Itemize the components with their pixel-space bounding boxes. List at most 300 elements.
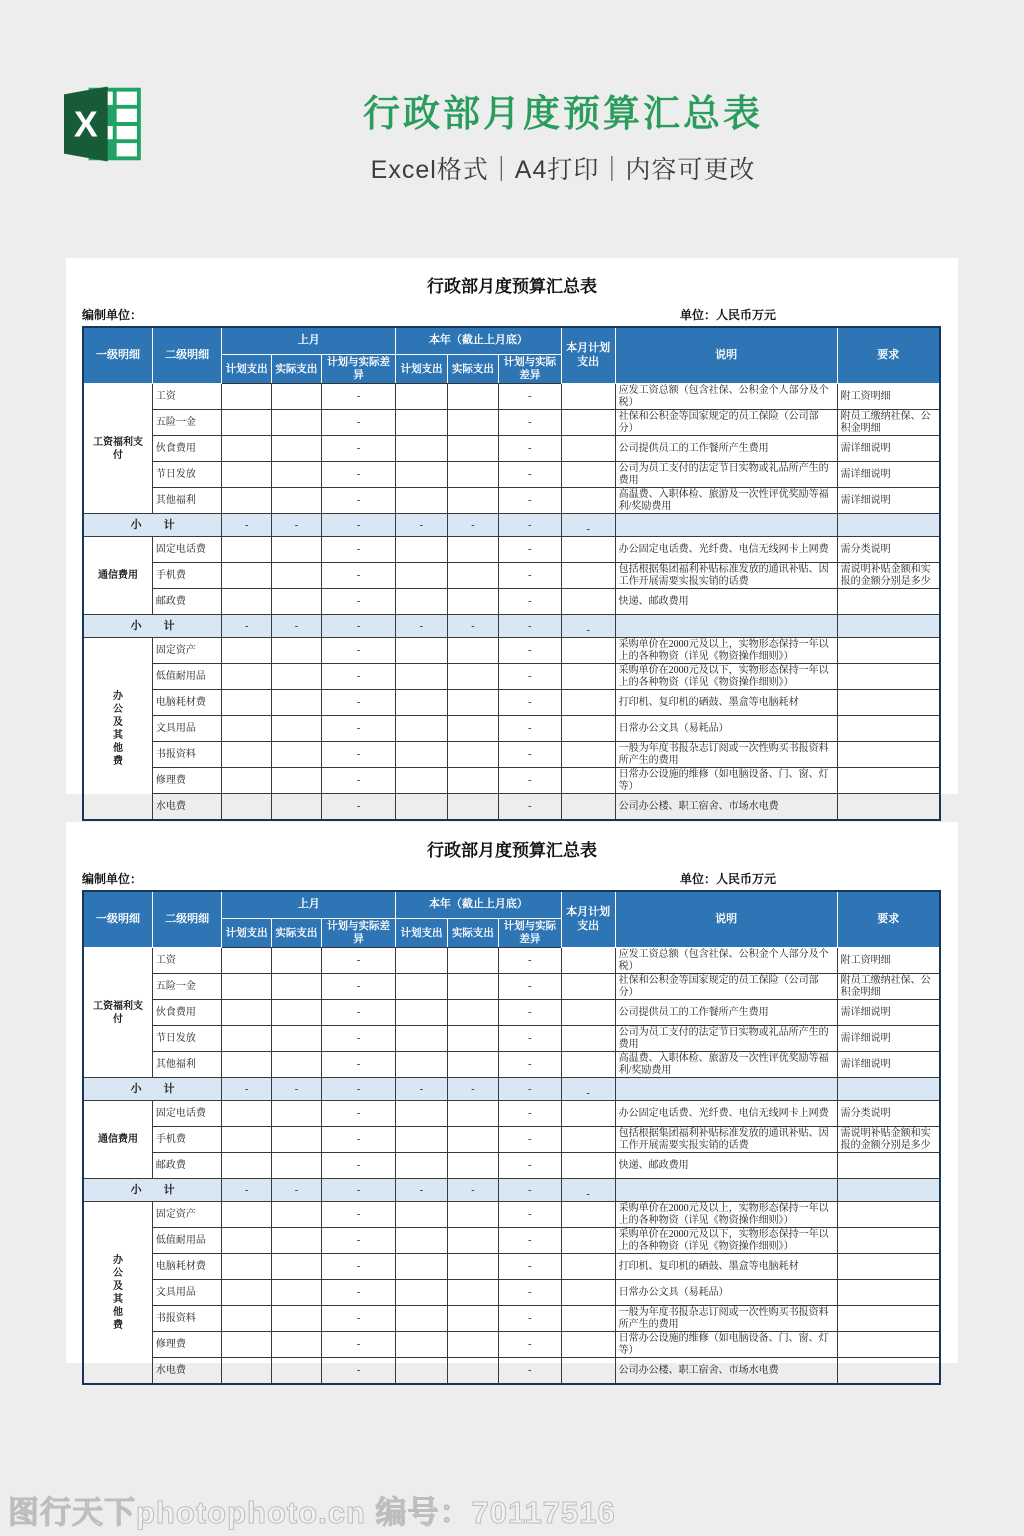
subtotal-value-cell: - (396, 1179, 447, 1202)
month-plan-cell (561, 1228, 615, 1254)
variance-cell: - (321, 1153, 396, 1179)
month-plan-cell (561, 436, 615, 462)
month-plan-cell (561, 1358, 615, 1385)
actual-cell (272, 794, 322, 821)
header-actual: 实际支出 (447, 355, 498, 384)
item-cell: 文具用品 (152, 1280, 221, 1306)
header-planned: 计划支出 (396, 919, 447, 948)
actual-cell (447, 488, 498, 514)
month-plan-cell (561, 768, 615, 794)
variance-cell: - (499, 1052, 562, 1078)
month-plan-cell (561, 948, 615, 974)
subtotal-value-cell: - (396, 615, 447, 638)
planned-cell (222, 1280, 272, 1306)
variance-cell: - (499, 436, 562, 462)
actual-cell (272, 1101, 322, 1127)
subtotal-value-cell: - (499, 514, 562, 537)
variance-cell: - (321, 974, 396, 1000)
planned-cell (222, 1101, 272, 1127)
planned-cell (222, 537, 272, 563)
planned-cell (396, 1228, 447, 1254)
actual-cell (272, 410, 322, 436)
month-plan-cell (561, 1052, 615, 1078)
variance-cell: - (499, 794, 562, 821)
subtotal-label-cell: 小 计 (83, 615, 222, 638)
variance-cell: - (499, 974, 562, 1000)
req-cell (837, 615, 940, 638)
month-plan-cell (561, 1280, 615, 1306)
note-cell: 日常办公文具（易耗品） (615, 716, 837, 742)
group-label: 通信费用 (97, 570, 138, 582)
actual-cell (272, 1306, 322, 1332)
variance-cell: - (321, 384, 396, 410)
month-plan-cell (561, 690, 615, 716)
variance-cell: - (321, 1101, 396, 1127)
variance-cell: - (321, 488, 396, 514)
item-cell: 水电费 (152, 1358, 221, 1385)
planned-cell (396, 410, 447, 436)
note-cell: 公司提供员工的工作餐所产生费用 (615, 436, 837, 462)
month-plan-cell (561, 384, 615, 410)
req-cell: 需详细说明 (837, 488, 940, 514)
header-variance: 计划与实际差异 (499, 355, 562, 384)
actual-cell (447, 1000, 498, 1026)
planned-cell (396, 1127, 447, 1153)
table-row (83, 488, 940, 514)
planned-cell (222, 1306, 272, 1332)
table-row (83, 537, 940, 563)
item-cell: 电脑耗材费 (152, 1254, 221, 1280)
variance-cell: - (499, 1254, 562, 1280)
req-cell (837, 1280, 940, 1306)
actual-cell (447, 948, 498, 974)
actual-cell (447, 1202, 498, 1228)
item-cell: 电脑耗材费 (152, 690, 221, 716)
month-plan-cell (561, 1332, 615, 1358)
month-plan-cell (561, 664, 615, 690)
variance-cell: - (321, 1000, 396, 1026)
planned-cell (396, 1153, 447, 1179)
planned-cell (222, 690, 272, 716)
table-card-1 (66, 258, 958, 813)
month-plan-cell (561, 794, 615, 821)
variance-cell: - (499, 410, 562, 436)
month-plan-cell (561, 1000, 615, 1026)
table-row (83, 768, 940, 794)
variance-cell: - (321, 589, 396, 615)
table-row (83, 1306, 940, 1332)
planned-cell (222, 1202, 272, 1228)
item-cell: 工资 (152, 948, 221, 974)
item-cell: 书报资料 (152, 742, 221, 768)
subtotal-value-cell: - (447, 514, 498, 537)
item-cell: 邮政费 (152, 1153, 221, 1179)
planned-cell (396, 742, 447, 768)
table-row (83, 1254, 940, 1280)
actual-cell (447, 537, 498, 563)
req-cell (837, 1254, 940, 1280)
subtotal-value-cell: - (396, 514, 447, 537)
planned-cell (222, 1026, 272, 1052)
planned-cell (396, 1026, 447, 1052)
item-cell: 其他福利 (152, 1052, 221, 1078)
variance-cell: - (321, 410, 396, 436)
page-title: 行政部月度预算汇总表 (363, 93, 763, 134)
table-row (83, 1052, 940, 1078)
note-cell: 高温费、入职体检、旅游及一次性评优奖励等福利/奖励费用 (615, 1052, 837, 1078)
actual-cell (272, 1153, 322, 1179)
month-plan-cell (561, 742, 615, 768)
month-plan-cell (561, 488, 615, 514)
actual-cell (447, 638, 498, 664)
meta-currency-label: 单位：人民币万元 (679, 308, 776, 322)
note-cell: 包括根据集团福利补贴标准发放的通讯补贴、因工作开展需要实报实销的话费 (615, 1127, 837, 1153)
req-cell: 附工资明细 (837, 948, 940, 974)
actual-cell (447, 794, 498, 821)
item-cell: 五险一金 (152, 410, 221, 436)
req-cell (837, 690, 940, 716)
req-cell (837, 638, 940, 664)
req-cell: 需详细说明 (837, 1026, 940, 1052)
variance-cell: - (499, 716, 562, 742)
actual-cell (272, 488, 322, 514)
variance-cell: - (499, 563, 562, 589)
req-cell (837, 1228, 940, 1254)
variance-cell: - (499, 742, 562, 768)
site-watermark: 图行天下photophoto.cn 编号：70117516 (8, 1495, 616, 1530)
note-cell (615, 1078, 837, 1101)
req-cell: 附员工缴纳社保、公积金明细 (837, 974, 940, 1000)
note-cell: 应发工资总额（包含社保、公积金个人部分及个税） (615, 948, 837, 974)
planned-cell (222, 794, 272, 821)
note-cell: 日常办公文具（易耗品） (615, 1280, 837, 1306)
actual-cell (447, 768, 498, 794)
actual-cell (272, 436, 322, 462)
note-cell: 应发工资总额（包含社保、公积金个人部分及个税） (615, 384, 837, 410)
subtotal-value-cell: - (561, 1179, 615, 1202)
page-header (0, 0, 1024, 230)
header-actual: 实际支出 (272, 355, 322, 384)
subtotal-value-cell: - (272, 615, 322, 638)
actual-cell (447, 716, 498, 742)
planned-cell (222, 948, 272, 974)
item-cell: 工资 (152, 384, 221, 410)
planned-cell (396, 462, 447, 488)
header-group-ytd: 本年（截止上月底） (396, 891, 561, 919)
note-cell (615, 514, 837, 537)
page-subtitle: Excel格式｜A4打印｜内容可更改 (370, 156, 756, 185)
header-group-ytd: 本年（截止上月底） (396, 327, 561, 355)
note-cell: 采购单价在2000元及以下，实物形态保持一年以上的各种物资（详见《物资操作细则》） (615, 1228, 837, 1254)
req-cell: 附工资明细 (837, 384, 940, 410)
planned-cell (396, 1306, 447, 1332)
req-cell (837, 1179, 940, 1202)
table-title: 行政部月度预算汇总表 (427, 841, 597, 860)
subtotal-value-cell: - (447, 615, 498, 638)
meta-currency-label: 单位：人民币万元 (679, 872, 776, 886)
req-cell (837, 514, 940, 537)
variance-cell: - (321, 1358, 396, 1385)
planned-cell (396, 537, 447, 563)
variance-cell: - (321, 1026, 396, 1052)
actual-cell (272, 742, 322, 768)
table-row (83, 948, 940, 974)
item-cell: 邮政费 (152, 589, 221, 615)
planned-cell (396, 436, 447, 462)
item-cell: 修理费 (152, 1332, 221, 1358)
header-level1: 一级明细 (83, 891, 152, 948)
subtotal-value-cell: - (272, 1179, 322, 1202)
actual-cell (447, 1153, 498, 1179)
planned-cell (222, 1000, 272, 1026)
header-variance: 计划与实际差异 (499, 919, 562, 948)
month-plan-cell (561, 974, 615, 1000)
actual-cell (447, 462, 498, 488)
item-cell: 修理费 (152, 768, 221, 794)
table-row (83, 1026, 940, 1052)
table-card-2 (66, 822, 958, 1377)
variance-cell: - (499, 1358, 562, 1385)
month-plan-cell (561, 1306, 615, 1332)
actual-cell (447, 1026, 498, 1052)
req-cell: 需分类说明 (837, 1101, 940, 1127)
actual-cell (447, 1101, 498, 1127)
variance-cell: - (499, 768, 562, 794)
req-cell (837, 794, 940, 821)
table-row (83, 1153, 940, 1179)
req-cell: 需详细说明 (837, 462, 940, 488)
req-cell (837, 1332, 940, 1358)
actual-cell (447, 436, 498, 462)
item-cell: 固定资产 (152, 1202, 221, 1228)
header-req: 要求 (837, 327, 940, 384)
subtotal-label-cell: 小 计 (83, 1078, 222, 1101)
subtotal-value-cell: - (447, 1179, 498, 1202)
subtotal-value-cell: - (222, 1179, 272, 1202)
planned-cell (222, 974, 272, 1000)
item-cell: 其他福利 (152, 488, 221, 514)
req-cell (837, 768, 940, 794)
variance-cell: - (321, 1280, 396, 1306)
planned-cell (222, 768, 272, 794)
subtotal-value-cell: - (499, 1078, 562, 1101)
subtotal-value-cell: - (321, 514, 396, 537)
meta-unit-label: 编制单位： (82, 872, 143, 886)
planned-cell (222, 462, 272, 488)
planned-cell (222, 1127, 272, 1153)
actual-cell (447, 1280, 498, 1306)
note-cell (615, 1179, 837, 1202)
header-group-last-month: 上月 (222, 327, 396, 355)
variance-cell: - (499, 948, 562, 974)
subtotal-value-cell: - (447, 1078, 498, 1101)
note-cell: 公司提供员工的工作餐所产生费用 (615, 1000, 837, 1026)
month-plan-cell (561, 563, 615, 589)
table-row (83, 974, 940, 1000)
actual-cell (447, 1332, 498, 1358)
header-variance: 计划与实际差异 (321, 355, 396, 384)
subtotal-row (83, 1179, 940, 1202)
header-actual: 实际支出 (447, 919, 498, 948)
subtotal-value-cell: - (321, 615, 396, 638)
actual-cell (272, 1280, 322, 1306)
planned-cell (396, 488, 447, 514)
actual-cell (447, 974, 498, 1000)
subtotal-value-cell: - (499, 1179, 562, 1202)
actual-cell (272, 1052, 322, 1078)
variance-cell: - (321, 664, 396, 690)
actual-cell (272, 638, 322, 664)
variance-cell: - (499, 1026, 562, 1052)
level1-cell (83, 948, 152, 1078)
req-cell: 需说明补贴金额和实报的金额分别是多少 (837, 1127, 940, 1153)
meta-unit-label: 编制单位： (82, 308, 143, 322)
table-row (83, 664, 940, 690)
planned-cell (396, 716, 447, 742)
variance-cell: - (321, 563, 396, 589)
table-row (83, 436, 940, 462)
variance-cell: - (321, 690, 396, 716)
planned-cell (396, 690, 447, 716)
table-row (83, 1000, 940, 1026)
month-plan-cell (561, 638, 615, 664)
excel-logo-icon (64, 86, 142, 162)
table-row (83, 690, 940, 716)
planned-cell (396, 1000, 447, 1026)
header-note: 说明 (615, 327, 837, 384)
actual-cell (272, 462, 322, 488)
note-cell: 一般为年度书报杂志订阅或一次性购买书报资料所产生的费用 (615, 742, 837, 768)
variance-cell: - (499, 1101, 562, 1127)
table-row (83, 384, 940, 410)
actual-cell (272, 384, 322, 410)
item-cell: 手机费 (152, 563, 221, 589)
actual-cell (272, 768, 322, 794)
note-cell: 公司为员工支付的法定节日实物或礼品所产生的费用 (615, 1026, 837, 1052)
table-row (83, 1127, 940, 1153)
planned-cell (222, 410, 272, 436)
note-cell: 采购单价在2000元及以下，实物形态保持一年以上的各种物资（详见《物资操作细则》） (615, 664, 837, 690)
actual-cell (272, 1228, 322, 1254)
level1-cell (83, 384, 152, 514)
planned-cell (396, 664, 447, 690)
variance-cell: - (321, 1332, 396, 1358)
actual-cell (272, 690, 322, 716)
note-cell: 办公固定电话费、光纤费、电信无线网卡上网费 (615, 537, 837, 563)
variance-cell: - (321, 768, 396, 794)
note-cell: 高温费、入职体检、旅游及一次性评优奖励等福利/奖励费用 (615, 488, 837, 514)
actual-cell (447, 1127, 498, 1153)
actual-cell (272, 716, 322, 742)
month-plan-cell (561, 1254, 615, 1280)
req-cell (837, 1153, 940, 1179)
note-cell: 公司为员工支付的法定节日实物或礼品所产生的费用 (615, 462, 837, 488)
planned-cell (396, 638, 447, 664)
table-row (83, 589, 940, 615)
planned-cell (396, 1052, 447, 1078)
month-plan-cell (561, 589, 615, 615)
month-plan-cell (561, 1127, 615, 1153)
variance-cell: - (499, 537, 562, 563)
table-row (83, 1228, 940, 1254)
subtotal-row (83, 514, 940, 537)
planned-cell (396, 384, 447, 410)
subtotal-value-cell: - (321, 1078, 396, 1101)
group-label: 办公及其他费 (112, 690, 123, 767)
header-month-plan: 本月计划支出 (561, 327, 615, 384)
planned-cell (222, 488, 272, 514)
actual-cell (447, 1358, 498, 1385)
subtotal-value-cell: - (222, 615, 272, 638)
item-cell: 书报资料 (152, 1306, 221, 1332)
planned-cell (396, 1280, 447, 1306)
req-cell (837, 742, 940, 768)
actual-cell (272, 563, 322, 589)
item-cell: 固定电话费 (152, 1101, 221, 1127)
month-plan-cell (561, 537, 615, 563)
req-cell: 需详细说明 (837, 1000, 940, 1026)
variance-cell: - (499, 1000, 562, 1026)
group-label: 工资福利支付 (92, 1000, 143, 1025)
item-cell: 五险一金 (152, 974, 221, 1000)
req-cell (837, 589, 940, 615)
subtotal-value-cell: - (499, 615, 562, 638)
planned-cell (222, 1052, 272, 1078)
planned-cell (396, 794, 447, 821)
planned-cell (222, 1228, 272, 1254)
planned-cell (396, 948, 447, 974)
header-planned: 计划支出 (222, 355, 272, 384)
month-plan-cell (561, 1153, 615, 1179)
subtotal-row (83, 1078, 940, 1101)
variance-cell: - (321, 1052, 396, 1078)
planned-cell (396, 1358, 447, 1385)
planned-cell (222, 742, 272, 768)
table-row (83, 462, 940, 488)
planned-cell (222, 589, 272, 615)
req-cell (837, 716, 940, 742)
variance-cell: - (499, 1306, 562, 1332)
variance-cell: - (321, 1202, 396, 1228)
note-cell: 公司办公楼、职工宿舍、市场水电费 (615, 794, 837, 821)
variance-cell: - (499, 1153, 562, 1179)
actual-cell (272, 974, 322, 1000)
planned-cell (396, 768, 447, 794)
subtotal-row (83, 615, 940, 638)
table-row (83, 716, 940, 742)
level1-cell (83, 1202, 152, 1385)
req-cell: 附员工缴纳社保、公积金明细 (837, 410, 940, 436)
variance-cell: - (499, 1228, 562, 1254)
actual-cell (272, 1254, 322, 1280)
note-cell: 打印机、复印机的硒鼓、墨盒等电脑耗材 (615, 1254, 837, 1280)
variance-cell: - (321, 1228, 396, 1254)
variance-cell: - (321, 716, 396, 742)
header-level2: 二级明细 (152, 327, 221, 384)
note-cell: 办公固定电话费、光纤费、电信无线网卡上网费 (615, 1101, 837, 1127)
note-cell: 采购单价在2000元及以上，实物形态保持一年以上的各种物资（详见《物资操作细则》） (615, 1202, 837, 1228)
month-plan-cell (561, 1202, 615, 1228)
level1-cell (83, 1101, 152, 1179)
table-meta-row (82, 871, 942, 887)
req-cell: 需说明补贴金额和实报的金额分别是多少 (837, 563, 940, 589)
item-cell: 水电费 (152, 794, 221, 821)
variance-cell: - (499, 690, 562, 716)
level1-cell (83, 638, 152, 821)
planned-cell (222, 1358, 272, 1385)
variance-cell: - (499, 384, 562, 410)
month-plan-cell (561, 410, 615, 436)
